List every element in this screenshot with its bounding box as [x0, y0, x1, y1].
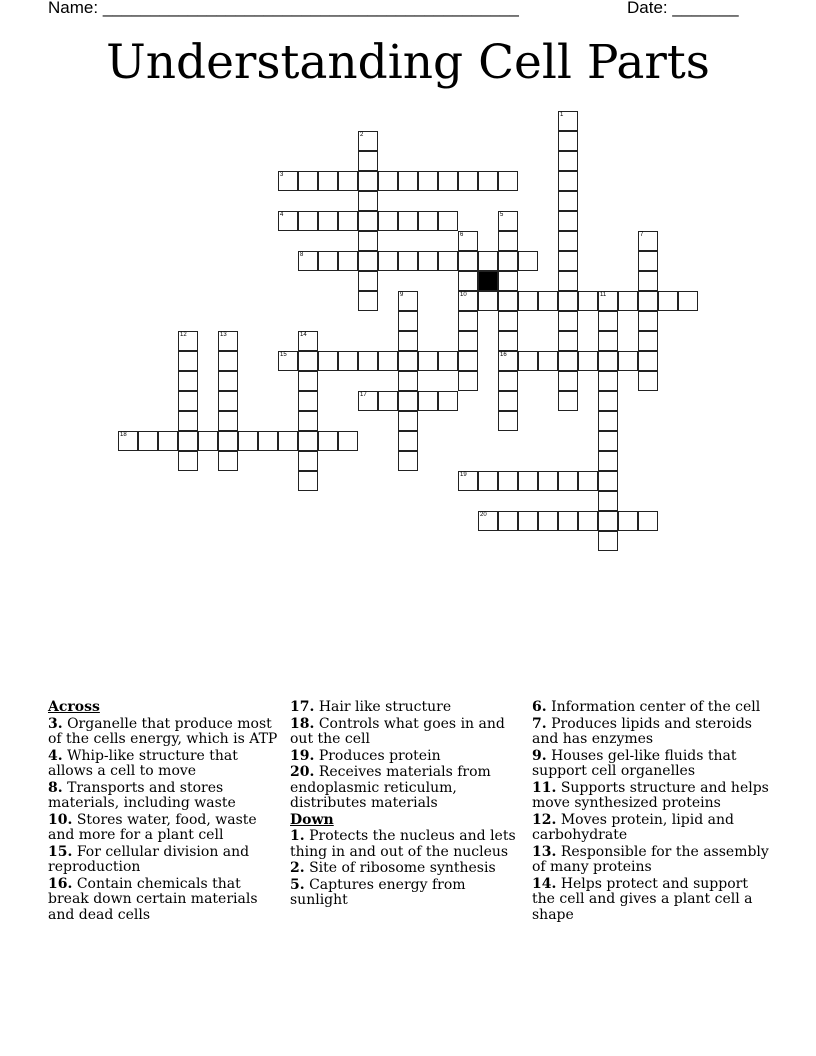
clue-text: Whip-like structure that allows a cell to move [48, 747, 238, 779]
grid-cell[interactable] [598, 291, 618, 311]
grid-cell[interactable] [458, 331, 478, 351]
clue-num: 17. [290, 699, 315, 715]
clue-number: 11 [600, 292, 607, 298]
grid-cell[interactable] [338, 351, 358, 371]
grid-cell[interactable] [498, 291, 518, 311]
grid-cell[interactable] [538, 291, 558, 311]
grid-cell[interactable] [378, 251, 398, 271]
grid-cell[interactable] [498, 511, 518, 531]
clue-number: 15 [280, 352, 287, 358]
grid-cell[interactable] [558, 511, 578, 531]
grid-cell[interactable] [638, 371, 658, 391]
grid-cell[interactable] [438, 211, 458, 231]
grid-cell[interactable] [358, 391, 378, 411]
grid-cell[interactable] [178, 451, 198, 471]
grid-cell[interactable] [178, 351, 198, 371]
grid-cell[interactable] [278, 431, 298, 451]
clue-number: 13 [220, 332, 227, 338]
grid-cell[interactable] [358, 211, 378, 231]
grid-cell[interactable] [598, 331, 618, 351]
clue-item [48, 749, 280, 780]
grid-cell[interactable] [218, 451, 238, 471]
grid-cell[interactable] [398, 311, 418, 331]
grid-cell[interactable] [258, 431, 278, 451]
grid-cell[interactable] [178, 391, 198, 411]
grid-cell[interactable] [558, 271, 578, 291]
grid-cell[interactable] [178, 331, 198, 351]
grid-cell[interactable] [598, 511, 618, 531]
grid-cell[interactable] [398, 411, 418, 431]
clue-num: 1. [290, 828, 305, 844]
clue-num: 3. [48, 715, 63, 732]
grid-cell[interactable] [618, 351, 638, 371]
grid-cell[interactable] [438, 351, 458, 371]
clue-num: 4. [48, 747, 63, 764]
grid-cell[interactable] [458, 231, 478, 251]
grid-cell[interactable] [598, 431, 618, 451]
grid-cell[interactable] [598, 371, 618, 391]
grid-cell[interactable] [558, 311, 578, 331]
grid-cell[interactable] [438, 251, 458, 271]
grid-cell[interactable] [618, 511, 638, 531]
grid-cell[interactable] [178, 371, 198, 391]
grid-cell[interactable] [498, 171, 518, 191]
grid-cell[interactable] [498, 251, 518, 271]
clue-number: 4 [280, 212, 284, 218]
clue-number: 18 [120, 432, 127, 438]
grid-cell[interactable] [418, 391, 438, 411]
clue-text: Transports and stores materials, including waste [48, 779, 236, 811]
grid-cell[interactable] [358, 231, 378, 251]
clue-text: For cellular division and reproduction [48, 843, 250, 875]
grid-cell[interactable] [438, 391, 458, 411]
grid-cell[interactable] [558, 131, 578, 151]
grid-cell[interactable] [558, 371, 578, 391]
clue-num: 12. [532, 811, 557, 828]
grid-cell[interactable] [518, 251, 538, 271]
grid-cell[interactable] [218, 331, 238, 351]
clue-num: 9. [532, 747, 547, 764]
grid-cell[interactable] [318, 211, 338, 231]
grid-cell[interactable] [358, 171, 378, 191]
page-title: Understanding Cell Parts [106, 35, 710, 90]
grid-cell[interactable] [478, 171, 498, 191]
clue-number: 12 [180, 332, 187, 338]
grid-cell[interactable] [298, 411, 318, 431]
grid-cell[interactable] [558, 231, 578, 251]
clue-number: 3 [280, 172, 284, 178]
clue-text: Produces lipids and steroids and has enzymes [532, 715, 752, 747]
grid-cell[interactable] [278, 211, 298, 231]
clue-column-2 [290, 700, 522, 910]
clue-text: Helps protect and support the cell and gives a plant cell a shape [532, 875, 753, 923]
grid-cell[interactable] [338, 211, 358, 231]
clue-item [532, 700, 772, 716]
grid-cell[interactable] [498, 471, 518, 491]
grid-cell[interactable] [558, 211, 578, 231]
grid-cell[interactable] [358, 191, 378, 211]
clue-text: Produces protein [318, 747, 441, 764]
clue-num: 7. [532, 715, 547, 732]
grid-cell[interactable] [218, 391, 238, 411]
grid-cell[interactable] [298, 431, 318, 451]
grid-cell[interactable] [558, 171, 578, 191]
grid-cell[interactable] [558, 331, 578, 351]
grid-cell[interactable] [558, 351, 578, 371]
clue-text: Information center of the cell [551, 699, 761, 715]
clue-number: 7 [640, 232, 644, 238]
grid-cell[interactable] [318, 351, 338, 371]
grid-cell[interactable] [418, 351, 438, 371]
grid-cell[interactable] [298, 351, 318, 371]
clue-text: Site of ribosome synthesis [309, 860, 496, 876]
grid-cell[interactable] [278, 171, 298, 191]
grid-cell[interactable] [218, 411, 238, 431]
grid-cell[interactable] [638, 351, 658, 371]
date-line[interactable]: _______ [672, 0, 739, 17]
grid-cell[interactable] [498, 391, 518, 411]
grid-cell[interactable] [638, 331, 658, 351]
clue-text: Moves protein, lipid and carbohydrate [532, 811, 734, 843]
clue-number: 5 [500, 212, 504, 218]
grid-cell[interactable] [358, 151, 378, 171]
clue-text: Stores water, food, waste and more for a plant cell [48, 811, 257, 843]
clue-item [532, 877, 772, 924]
clue-column-1 [48, 700, 280, 924]
grid-cell[interactable] [598, 471, 618, 491]
clue-num: 14. [532, 875, 557, 892]
grid-cell[interactable] [518, 471, 538, 491]
grid-cell[interactable] [318, 431, 338, 451]
grid-cell[interactable] [458, 291, 478, 311]
clue-num: 18. [290, 715, 315, 732]
grid-cell[interactable] [458, 311, 478, 331]
clue-number: 17 [360, 392, 367, 398]
grid-cell[interactable] [498, 411, 518, 431]
grid-cell[interactable] [638, 291, 658, 311]
clue-item [290, 829, 522, 860]
grid-cell[interactable] [558, 251, 578, 271]
grid-cell[interactable] [178, 431, 198, 451]
grid-cell[interactable] [298, 391, 318, 411]
grid-cell[interactable] [398, 291, 418, 311]
grid-cell[interactable] [358, 351, 378, 371]
grid-cell[interactable] [398, 371, 418, 391]
clue-item [290, 765, 522, 812]
grid-cell[interactable] [558, 151, 578, 171]
grid-cell[interactable] [498, 351, 518, 371]
grid-cell[interactable] [378, 171, 398, 191]
grid-cell[interactable] [578, 511, 598, 531]
clue-num: 5. [290, 876, 305, 893]
grid-cell[interactable] [398, 171, 418, 191]
clue-item [290, 717, 522, 748]
grid-cell[interactable] [538, 471, 558, 491]
grid-cell[interactable] [518, 351, 538, 371]
clue-num: 20. [290, 764, 315, 780]
grid-cell[interactable] [298, 211, 318, 231]
grid-cell[interactable] [538, 511, 558, 531]
grid-cell[interactable] [218, 351, 238, 371]
clue-number: 1 [560, 112, 564, 118]
black-cell [478, 271, 498, 291]
grid-cell[interactable] [558, 111, 578, 131]
grid-cell[interactable] [398, 451, 418, 471]
grid-cell[interactable] [658, 291, 678, 311]
grid-cell[interactable] [158, 431, 178, 451]
grid-cell[interactable] [298, 331, 318, 351]
grid-cell[interactable] [458, 271, 478, 291]
clue-section-heading: Across [48, 699, 100, 715]
date-label: Date: [627, 0, 668, 17]
clue-number: 10 [460, 292, 467, 298]
grid-cell[interactable] [478, 251, 498, 271]
clue-number: 14 [300, 332, 307, 338]
clue-text: Controls what goes in and out the cell [290, 715, 505, 747]
grid-cell[interactable] [498, 271, 518, 291]
clue-item [48, 781, 280, 812]
clue-text: Contain chemicals that break down certain materials and dead cells [48, 875, 258, 923]
clue-num: 6. [532, 699, 547, 715]
clue-number: 19 [460, 472, 467, 478]
grid-cell[interactable] [638, 251, 658, 271]
grid-cell[interactable] [398, 331, 418, 351]
grid-cell[interactable] [358, 271, 378, 291]
grid-cell[interactable] [218, 431, 238, 451]
grid-cell[interactable] [118, 431, 138, 451]
grid-cell[interactable] [298, 371, 318, 391]
grid-cell[interactable] [518, 511, 538, 531]
grid-cell[interactable] [478, 511, 498, 531]
grid-cell[interactable] [578, 351, 598, 371]
clue-item [48, 813, 280, 844]
grid-cell[interactable] [618, 291, 638, 311]
clue-item [290, 700, 522, 716]
clue-number: 6 [460, 232, 464, 238]
grid-cell[interactable] [398, 431, 418, 451]
clue-num: 15. [48, 843, 73, 860]
grid-cell[interactable] [418, 211, 438, 231]
clue-number: 16 [500, 352, 507, 358]
clue-item [48, 877, 280, 924]
grid-cell[interactable] [598, 491, 618, 511]
grid-cell[interactable] [478, 291, 498, 311]
grid-cell[interactable] [458, 471, 478, 491]
clue-num: 13. [532, 843, 557, 860]
grid-cell[interactable] [358, 251, 378, 271]
clue-item [532, 781, 772, 812]
clue-item [532, 749, 772, 780]
grid-cell[interactable] [498, 331, 518, 351]
grid-cell[interactable] [578, 291, 598, 311]
grid-cell[interactable] [518, 291, 538, 311]
clue-number: 2 [360, 132, 364, 138]
grid-cell[interactable] [218, 371, 238, 391]
clue-item [532, 813, 772, 844]
grid-cell[interactable] [138, 431, 158, 451]
grid-cell[interactable] [358, 291, 378, 311]
grid-cell[interactable] [398, 251, 418, 271]
grid-cell[interactable] [338, 431, 358, 451]
grid-cell[interactable] [678, 291, 698, 311]
grid-cell[interactable] [498, 371, 518, 391]
grid-cell[interactable] [418, 251, 438, 271]
grid-cell[interactable] [638, 511, 658, 531]
grid-cell[interactable] [558, 471, 578, 491]
clue-num: 10. [48, 811, 73, 828]
grid-cell[interactable] [178, 411, 198, 431]
clue-item [48, 717, 280, 748]
grid-cell[interactable] [238, 431, 258, 451]
grid-cell[interactable] [538, 351, 558, 371]
clue-num: 16. [48, 875, 73, 892]
clue-text: Houses gel-like fluids that support cell organelles [532, 747, 737, 779]
clue-text: Organelle that produce most of the cells energy, which is ATP [48, 715, 278, 747]
clue-text: Protects the nucleus and lets thing in and out of the nucleus [290, 828, 516, 860]
grid-cell[interactable] [418, 171, 438, 191]
grid-cell[interactable] [598, 451, 618, 471]
grid-cell[interactable] [378, 391, 398, 411]
clue-item [290, 878, 522, 909]
grid-cell[interactable] [638, 271, 658, 291]
clue-item [290, 861, 522, 877]
grid-cell[interactable] [298, 471, 318, 491]
grid-cell[interactable] [358, 131, 378, 151]
grid-cell[interactable] [558, 391, 578, 411]
grid-cell[interactable] [558, 291, 578, 311]
grid-cell[interactable] [598, 411, 618, 431]
grid-cell[interactable] [298, 171, 318, 191]
clue-text: Captures energy from sunlight [290, 876, 466, 908]
grid-cell[interactable] [338, 251, 358, 271]
clue-text: Responsible for the assembly of many proteins [532, 843, 769, 875]
grid-cell[interactable] [598, 391, 618, 411]
grid-cell[interactable] [398, 211, 418, 231]
clue-item [532, 717, 772, 748]
grid-cell[interactable] [338, 171, 358, 191]
grid-cell[interactable] [298, 251, 318, 271]
grid-cell[interactable] [598, 531, 618, 551]
grid-cell[interactable] [398, 391, 418, 411]
grid-cell[interactable] [458, 171, 478, 191]
clue-item [48, 845, 280, 876]
clue-text: Receives materials from endoplasmic reticulum, distributes materials [290, 764, 491, 811]
clue-section-heading: Down [290, 811, 334, 828]
clue-num: 11. [532, 779, 557, 796]
grid-cell[interactable] [318, 251, 338, 271]
grid-cell[interactable] [458, 351, 478, 371]
clue-item [532, 845, 772, 876]
grid-cell[interactable] [378, 211, 398, 231]
clue-number: 20 [480, 512, 487, 518]
grid-cell[interactable] [298, 451, 318, 471]
name-label: Name: [48, 0, 99, 17]
grid-cell[interactable] [458, 251, 478, 271]
grid-cell[interactable] [558, 191, 578, 211]
grid-cell[interactable] [278, 351, 298, 371]
grid-cell[interactable] [638, 311, 658, 331]
grid-cell[interactable] [458, 371, 478, 391]
grid-cell[interactable] [598, 311, 618, 331]
clue-column-3 [532, 700, 772, 924]
clue-text: Hair like structure [318, 699, 452, 715]
grid-cell[interactable] [198, 431, 218, 451]
clue-item [290, 749, 522, 765]
clue-number: 8 [300, 252, 304, 258]
grid-cell[interactable] [438, 171, 458, 191]
clue-num: 19. [290, 747, 315, 764]
grid-cell[interactable] [498, 231, 518, 251]
name-line[interactable]: ____________________________________________ [102, 0, 519, 17]
grid-cell[interactable] [398, 351, 418, 371]
grid-cell[interactable] [498, 311, 518, 331]
grid-cell[interactable] [598, 351, 618, 371]
grid-cell[interactable] [378, 351, 398, 371]
clue-text: Supports structure and helps move synthesized proteins [532, 779, 769, 811]
grid-cell[interactable] [318, 171, 338, 191]
clue-num: 2. [290, 860, 305, 876]
grid-cell[interactable] [578, 471, 598, 491]
grid-cell[interactable] [478, 471, 498, 491]
clue-num: 8. [48, 779, 63, 796]
grid-cell[interactable] [638, 231, 658, 251]
grid-cell[interactable] [498, 211, 518, 231]
clue-number: 9 [400, 292, 404, 298]
